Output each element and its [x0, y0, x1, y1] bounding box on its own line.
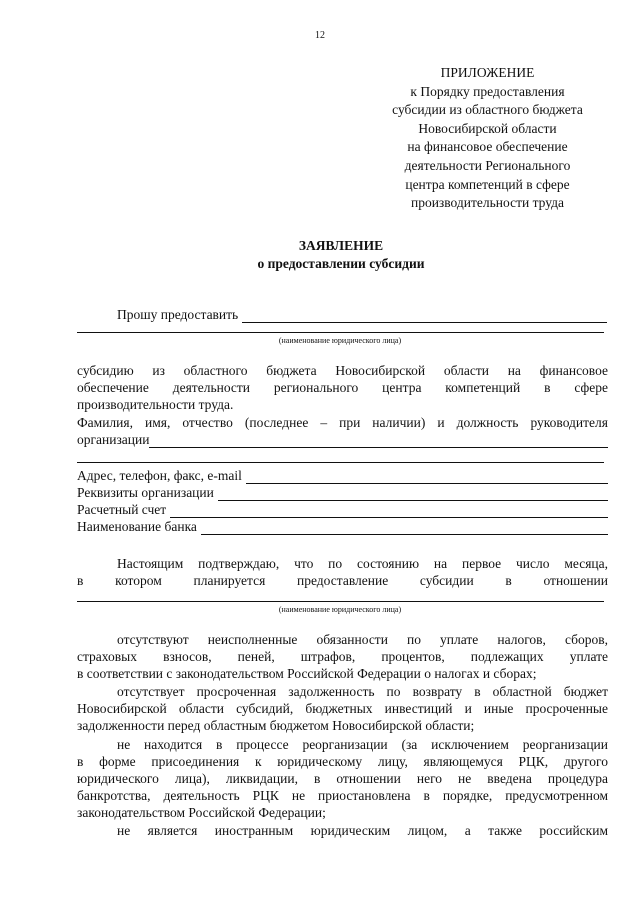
condition-line: законодательством Российской Федерации;	[77, 805, 326, 820]
address-label: Адрес, телефон, факс, e-mail	[77, 468, 242, 483]
page-number: 12	[315, 30, 325, 41]
para-line: производительности труда.	[77, 397, 234, 412]
condition-line: отсутствует просроченная задолженность по возврату в областной бюджет	[117, 684, 608, 699]
appendix-line: центра компетенций в сфере	[405, 176, 570, 192]
condition-line: не находится в процессе реорганизации (за исключением реорганизации	[117, 737, 608, 752]
condition-line: не является иностранным юридическим лицом, а также российским	[117, 823, 608, 838]
confirm-line: Настоящим подтверждаю, что по состоянию на первое число месяца,	[117, 556, 608, 571]
appendix-line: производительности труда	[410, 195, 564, 211]
confirm-org-blank[interactable]	[77, 601, 604, 602]
condition-line: банкротства, деятельность РЦК не приостановлена в порядке, предусмотренном	[77, 788, 608, 803]
para-line: субсидию из областного бюджета Новосибирской области на финансовое	[77, 363, 608, 378]
account-input[interactable]	[170, 504, 608, 518]
account-row	[77, 501, 608, 518]
request-prefix: Прошу предоставить	[117, 307, 239, 322]
condition-line: юридического лица), ликвидации, в отношении него не введена процедура	[77, 771, 608, 786]
document-title	[0, 237, 640, 273]
org-name-blank[interactable]	[242, 309, 607, 323]
condition-line: задолженности перед областным бюджетом Новосибирской области;	[77, 718, 475, 733]
requisites-row	[77, 484, 608, 501]
account-label: Расчетный счет	[77, 502, 167, 517]
condition-line: Новосибирской области субсидий, бюджетных инвестиций и иные просроченные	[77, 701, 608, 716]
appendix-line: на финансовое обеспечение	[407, 139, 568, 155]
confirm-line: в котором планируется предоставление субсидии в отношении	[77, 573, 608, 588]
condition-line: отсутствуют неисполненные обязанности по уплате налогов, сборов,	[117, 632, 608, 647]
bank-row	[77, 518, 608, 535]
org-name-caption: (наименование юридического лица)	[278, 336, 402, 345]
org-name-blank-2[interactable]	[77, 332, 604, 333]
title-sub: о предоставлении субсидии	[257, 256, 425, 271]
appendix-line: субсидии из областного бюджета	[392, 102, 583, 118]
head-blank[interactable]	[149, 434, 608, 448]
appendix-block	[380, 64, 595, 213]
requisites-input[interactable]	[218, 487, 608, 501]
appendix-line: к Порядку предоставления	[410, 83, 565, 99]
head-label: организации	[77, 432, 150, 447]
bank-label: Наименование банка	[77, 519, 197, 534]
para-line: обеспечение деятельности регионального центра компетенций в сфере	[77, 380, 608, 395]
appendix-line: Новосибирской области	[418, 120, 557, 136]
address-input[interactable]	[246, 470, 608, 484]
appendix-line: деятельности Регионального	[404, 157, 571, 173]
appendix-heading: ПРИЛОЖЕНИЕ	[440, 65, 535, 80]
condition-line: в форме присоединения к юридическому лицу, являющемуся РЦК, другого	[77, 754, 608, 769]
condition-line: страховых взносов, пеней, штрафов, процентов, подлежащих уплате	[77, 649, 608, 664]
head-line	[77, 431, 608, 448]
address-row	[77, 467, 608, 484]
bank-input[interactable]	[201, 521, 608, 535]
confirm-caption: (наименование юридического лица)	[278, 605, 402, 614]
head-label-line: Фамилия, имя, отчество (последнее – при наличии) и должность руководителя	[77, 415, 608, 430]
head-blank-2[interactable]	[77, 462, 604, 463]
requisites-label: Реквизиты организации	[77, 485, 214, 500]
condition-line: в соответствии с законодательством Российской Федерации о налогах и сборах;	[77, 666, 537, 681]
title-main: ЗАЯВЛЕНИЕ	[298, 238, 384, 253]
request-line	[117, 306, 607, 323]
